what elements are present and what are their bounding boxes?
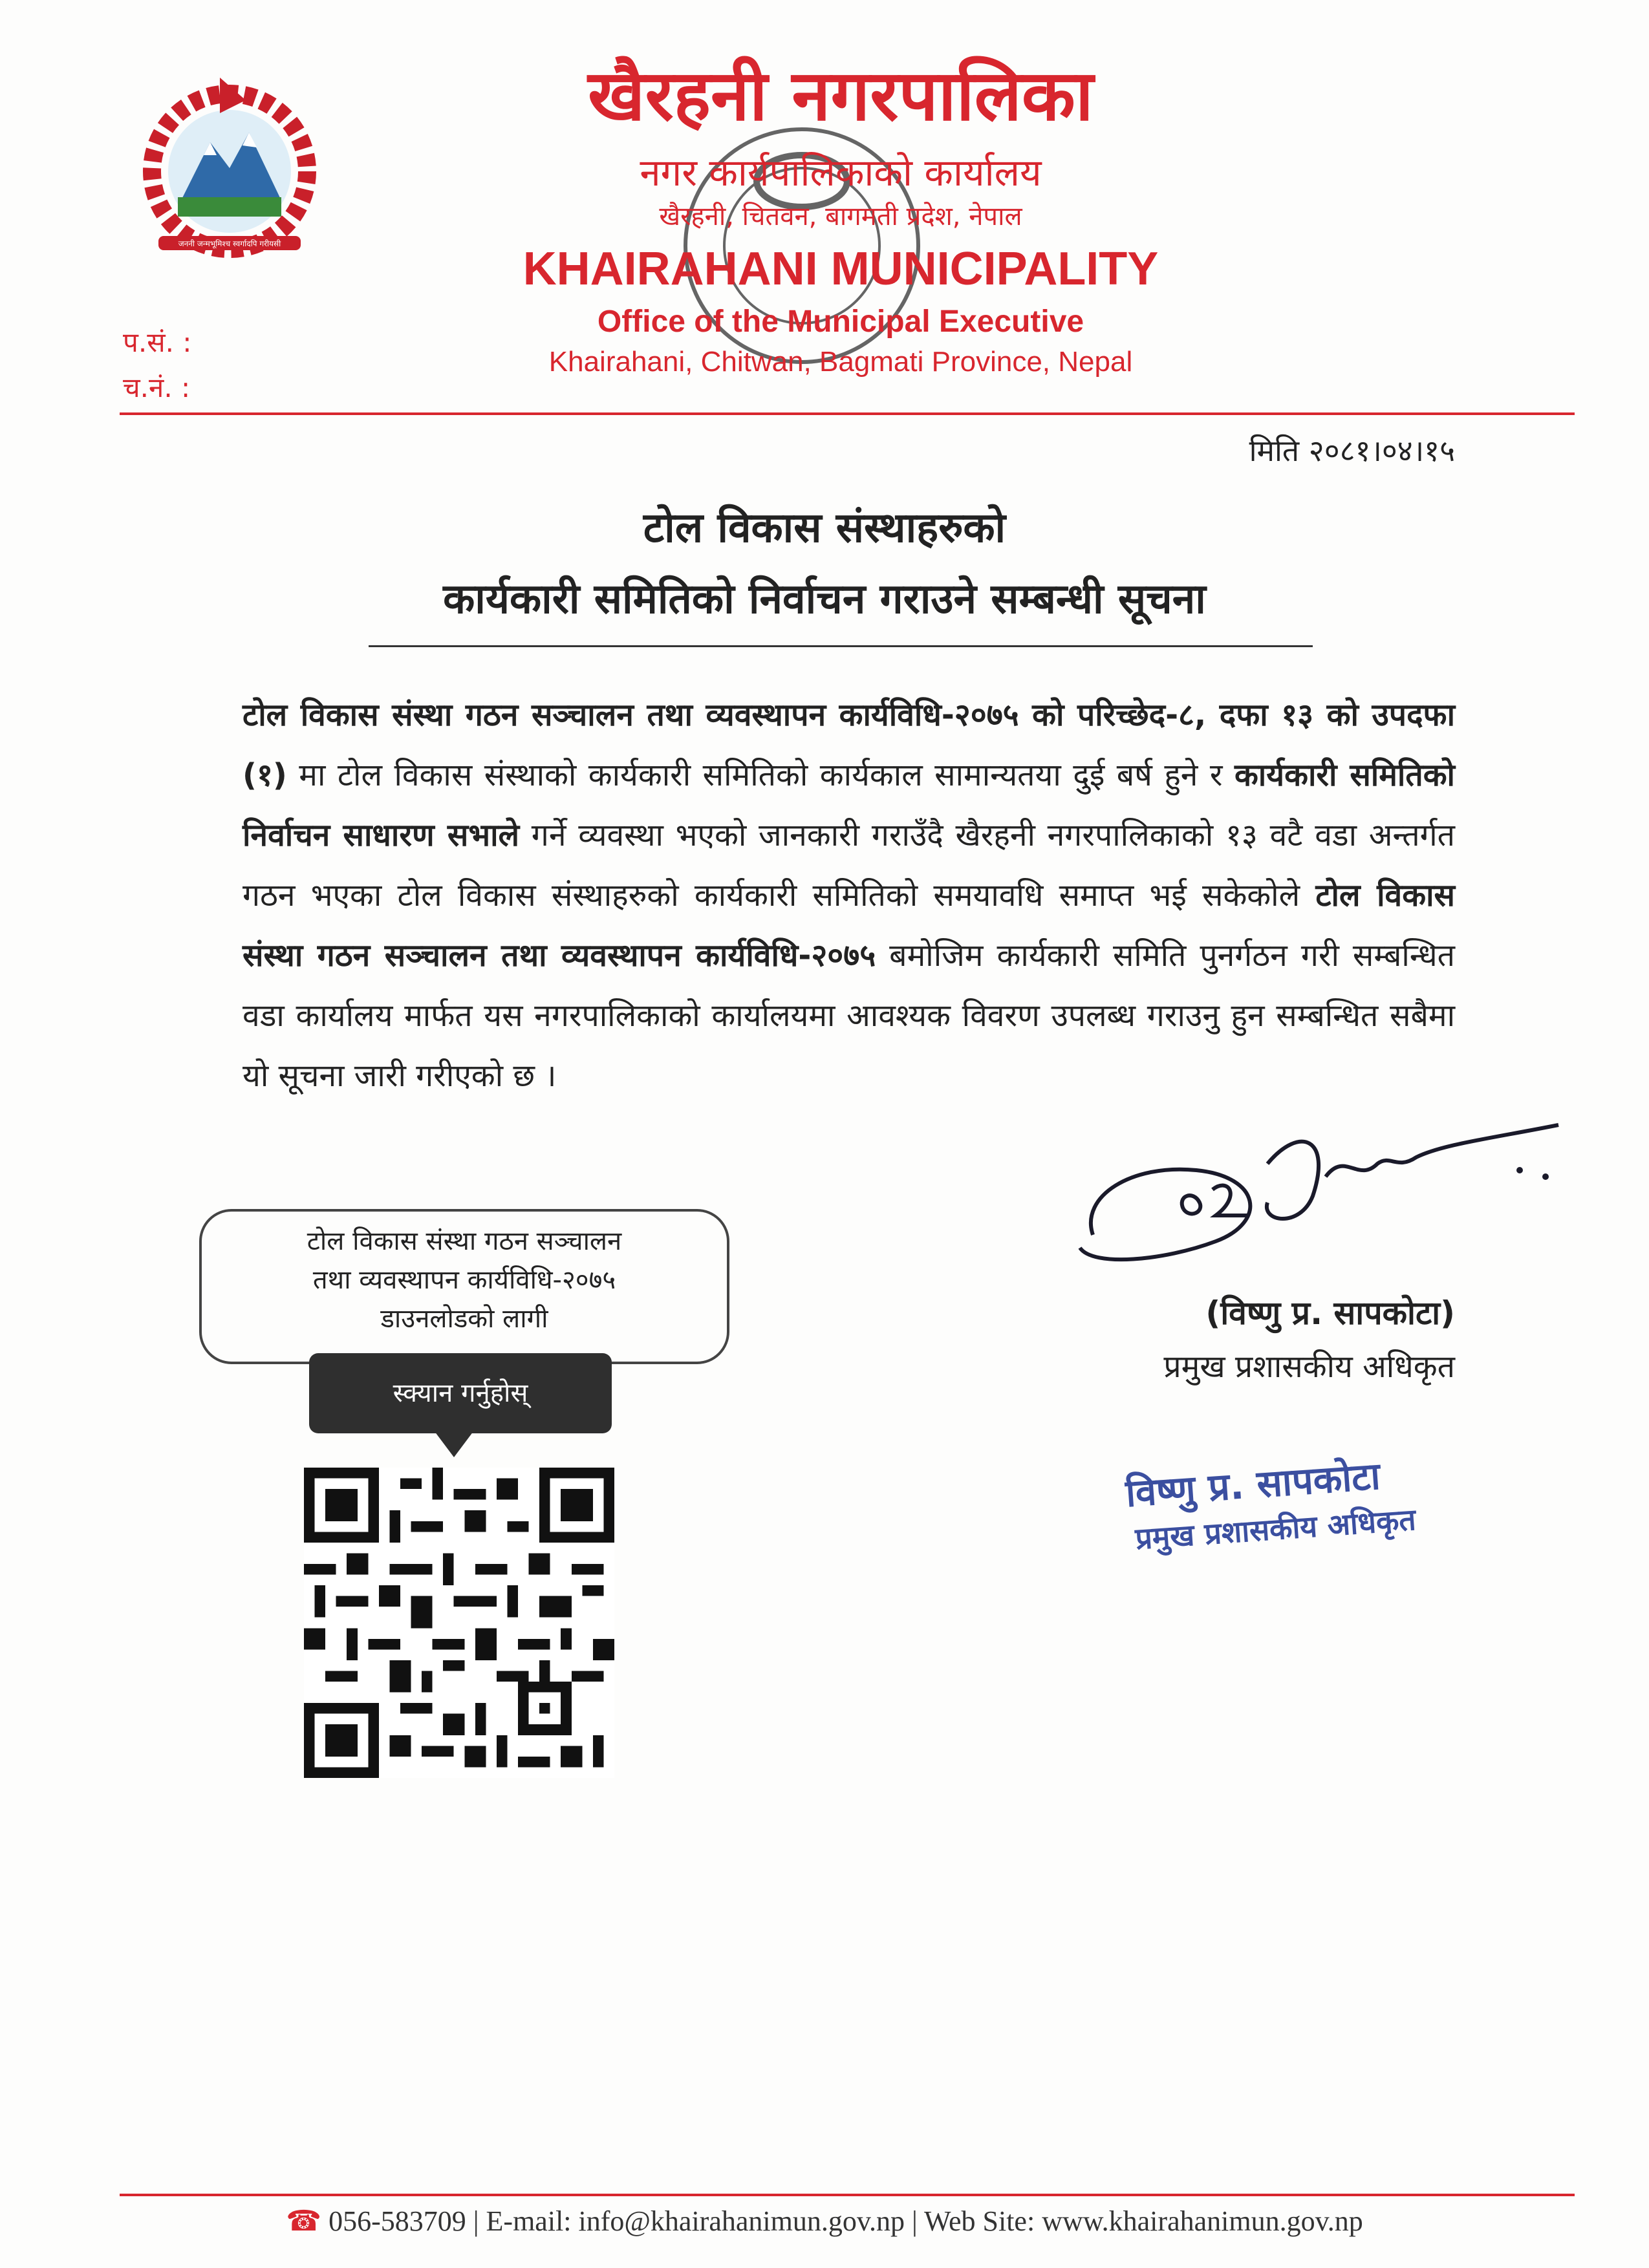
qr-info-text bbox=[199, 1222, 729, 1338]
qr-info-line2: तथा व्यवस्थापन कार्यविधि-२०७५ bbox=[312, 1265, 616, 1295]
scan-badge: स्क्यान गर्नुहोस् bbox=[309, 1353, 612, 1433]
handwritten-signature bbox=[1054, 1099, 1584, 1312]
body-bold-1: टोल विकास संस्था गठन सञ्चालन तथा व्यवस्थापन कार्यविधि-२०७५ को परिच्छेद-८, दफा १३ को उपदफा (१) bbox=[242, 697, 1455, 793]
title-underline bbox=[369, 645, 1313, 647]
municipality-title-en: KHAIRAHANI MUNICIPALITY bbox=[523, 243, 1159, 295]
notice-title-line1: टोल विकास संस्थाहरुको bbox=[643, 504, 1006, 552]
qr-info-line1: टोल विकास संस्था गठन सञ्चालन bbox=[307, 1226, 622, 1256]
reference-number-label: प.सं. : bbox=[123, 326, 192, 358]
stamp-name: विष्णु प्र. सापकोटा bbox=[1124, 1453, 1382, 1516]
footer-contact bbox=[0, 2205, 1649, 2238]
signer-title: प्रमुख प्रशासकीय अधिकृत bbox=[1163, 1349, 1455, 1385]
address-np: खैरहनी, चितवन, बागमती प्रदेश, नेपाल bbox=[659, 202, 1022, 231]
notice-title-line2: कार्यकारी समितिको निर्वाचन गराउने सम्बन्धी सूचना bbox=[443, 575, 1206, 623]
office-subtitle-np: नगर कार्यपालिकाको कार्यालय bbox=[640, 151, 1042, 195]
signer-name: (विष्णु प्र. सापकोटा) bbox=[1205, 1294, 1455, 1332]
scan-badge-pointer bbox=[435, 1431, 473, 1457]
nepal-emblem-icon bbox=[120, 65, 339, 272]
body-text-4: गर्ने व्यवस्था भएको जानकारी गराउँदै खैरहनी नगरपालिकाको १३ वटै वडा अन्तर्गत गठन भएका टोल विकास संस्थाहरुको कार्यकारी समितिको समयावधि समाप्त भई सकेकोले bbox=[242, 817, 1455, 914]
document-date: मिति २०८१।०४।१५ bbox=[1249, 433, 1455, 468]
notice-body bbox=[242, 685, 1455, 1106]
municipality-title-np: खैरहनी नगरपालिका bbox=[588, 56, 1094, 136]
footer-divider bbox=[120, 2194, 1575, 2196]
body-text-6: बमोजिम कार्यकारी समिति पुनर्गठन गरी सम्बन्धित वडा कार्यालय मार्फत यस नगरपालिकाको कार्यालयमा आवश्यक विवरण उपलब्ध गराउनु हुन सम्बन्धित सबैमा यो सूचना जारी गरीएको छ । bbox=[242, 937, 1455, 1094]
body-bold-3: कार्यकारी समितिको निर्वाचन साधारण सभाले bbox=[242, 757, 1455, 853]
body-text-2: मा टोल विकास संस्थाको कार्यकारी समितिको कार्यकाल सामान्यतया दुई बर्ष हुने र bbox=[286, 757, 1234, 793]
address-en: Khairahani, Chitwan, Bagmati Province, Nepal bbox=[548, 346, 1133, 378]
qr-info-line3: डाउनलोडको लागी bbox=[380, 1304, 548, 1334]
dispatch-number-label: च.नं. : bbox=[123, 372, 191, 403]
qr-code[interactable] bbox=[304, 1468, 614, 1778]
office-subtitle-en: Office of the Municipal Executive bbox=[597, 305, 1084, 339]
phone-icon: ☎ bbox=[286, 2205, 322, 2237]
header-divider bbox=[120, 412, 1575, 415]
stamp-title: प्रमुख प्रशासकीय अधिकृत bbox=[1134, 1501, 1417, 1557]
body-bold-5: टोल विकास संस्था गठन सञ्चालन तथा व्यवस्थापन कार्यविधि-२०७५ bbox=[242, 877, 1455, 974]
svg-text:जननी जन्मभूमिश्च स्वर्गादपि गर: जननी जन्मभूमिश्च स्वर्गादपि गरीयसी bbox=[178, 239, 281, 248]
footer-text: 056-583709 | E-mail: info@khairahanimun.gov.np | Web Site: www.khairahanimun.gov.np bbox=[329, 2205, 1363, 2237]
